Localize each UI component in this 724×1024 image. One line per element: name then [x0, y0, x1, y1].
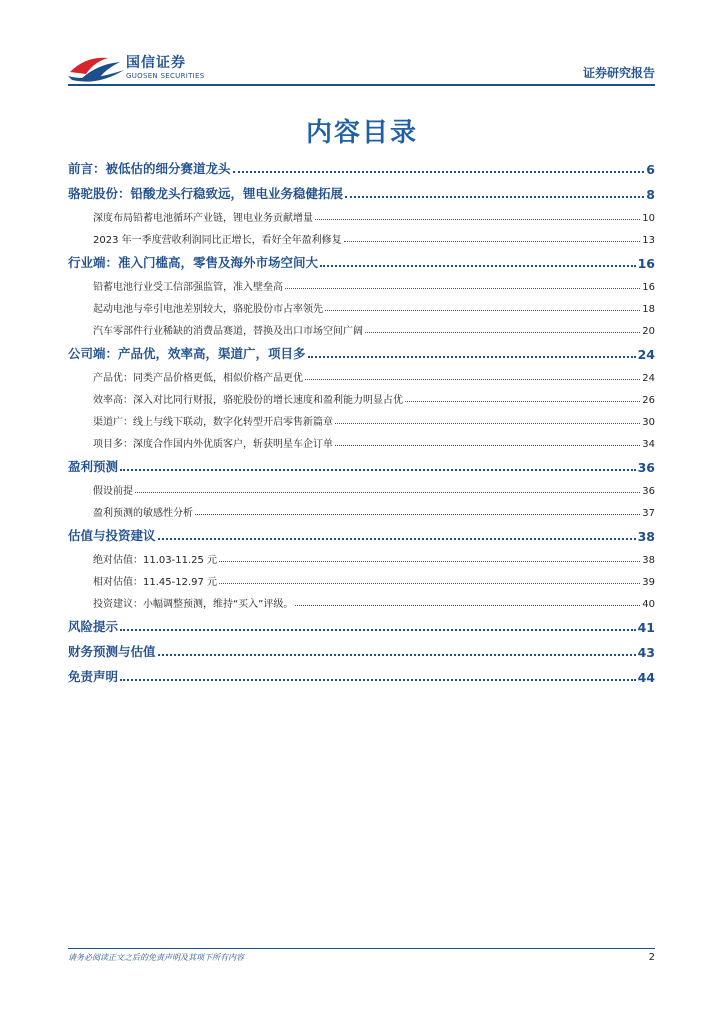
guosen-logo-icon: [68, 52, 126, 84]
toc-subsection-entry[interactable]: [68, 475, 655, 497]
toc-dot-leader: [120, 629, 636, 631]
toc-dot-leader: [219, 561, 640, 562]
toc-section-entry[interactable]: [68, 660, 655, 685]
toc-entry-page: 20: [642, 326, 655, 337]
toc-entry-page: 16: [642, 282, 655, 293]
logo-text-cn: 国信证券: [126, 55, 186, 71]
toc-dot-leader: [405, 401, 640, 402]
toc-entry-title: 深度布局铅蓄电池循环产业链，锂电业务贡献增量: [93, 213, 313, 224]
toc-entry-title: 行业端：准入门槛高，零售及海外市场空间大: [68, 255, 319, 270]
guosen-logo: [68, 50, 268, 84]
toc-entry-title: 假设前提: [93, 486, 133, 497]
toc-entry-title: 起动电池与牵引电池差别较大，骆驼股份市占率领先: [93, 304, 323, 315]
toc-entry-title: 相对估值：11.45-12.97 元: [93, 577, 218, 588]
toc-dot-leader: [344, 241, 641, 242]
toc-subsection-entry[interactable]: [68, 224, 655, 246]
toc-entry-page: 34: [642, 439, 655, 450]
toc-entry-title: 免责声明: [68, 669, 119, 684]
toc-section-entry[interactable]: [68, 450, 655, 475]
toc-dot-leader: [365, 332, 640, 333]
toc-section-entry[interactable]: [68, 610, 655, 635]
toc-section-entry[interactable]: [68, 246, 655, 271]
toc-dot-leader: [233, 171, 645, 173]
toc-dot-leader: [285, 288, 640, 289]
toc-dot-leader: [315, 219, 640, 220]
toc-entry-page: 36: [642, 486, 655, 497]
toc-entry-page: 10: [642, 213, 655, 224]
toc-dot-leader: [219, 583, 640, 584]
toc-entry-page: 26: [642, 395, 655, 406]
toc-entry-title: 汽车零部件行业稀缺的消费品赛道，替换及出口市场空间广阔: [93, 326, 363, 337]
toc-entry-title: 盈利预测: [68, 459, 119, 474]
toc-entry-page: 24: [642, 373, 655, 384]
toc-entry-title: 铅蓄电池行业受工信部强监管，准入壁垒高: [93, 282, 283, 293]
page-number: 2: [648, 952, 655, 963]
toc-subsection-entry[interactable]: [68, 384, 655, 406]
toc-section-entry[interactable]: [68, 337, 655, 362]
toc-dot-leader: [195, 514, 640, 515]
header-divider: [68, 84, 655, 86]
table-of-contents: [68, 152, 655, 685]
toc-entry-page: 24: [637, 347, 655, 362]
toc-entry-title: 渠道广：线上与线下联动，数字化转型开启零售新篇章: [93, 417, 333, 428]
toc-section-entry[interactable]: [68, 635, 655, 660]
toc-dot-leader: [305, 379, 640, 380]
toc-entry-title: 财务预测与估值: [68, 644, 156, 659]
toc-entry-page: 16: [637, 256, 655, 271]
toc-entry-page: 39: [642, 577, 655, 588]
toc-subsection-entry[interactable]: [68, 544, 655, 566]
toc-entry-page: 8: [646, 187, 655, 202]
toc-subsection-entry[interactable]: [68, 497, 655, 519]
toc-entry-page: 18: [642, 304, 655, 315]
toc-entry-page: 13: [642, 235, 655, 246]
toc-entry-page: 30: [642, 417, 655, 428]
toc-subsection-entry[interactable]: [68, 588, 655, 610]
toc-subsection-entry[interactable]: [68, 566, 655, 588]
toc-entry-title: 公司端：产品优，效率高，渠道广，项目多: [68, 346, 306, 361]
toc-dot-leader: [325, 310, 640, 311]
toc-entry-title: 项目多：深度合作国内外优质客户，斩获明星车企订单: [93, 439, 333, 450]
toc-subsection-entry[interactable]: [68, 271, 655, 293]
toc-dot-leader: [120, 679, 636, 681]
toc-subsection-entry[interactable]: [68, 202, 655, 224]
toc-entry-title: 投资建议：小幅调整预测，维持“买入”评级。: [93, 599, 294, 610]
toc-entry-page: 37: [642, 508, 655, 519]
toc-dot-leader: [345, 196, 644, 198]
toc-entry-page: 44: [637, 670, 655, 685]
toc-entry-title: 产品优：同类产品价格更低，相似价格产品更优: [93, 373, 303, 384]
toc-entry-page: 6: [646, 162, 655, 177]
toc-section-entry[interactable]: [68, 177, 655, 202]
toc-dot-leader: [308, 356, 636, 358]
toc-entry-page: 41: [637, 620, 655, 635]
disclaimer-note: 请务必阅读正文之后的免责声明及其项下所有内容: [68, 953, 244, 962]
toc-dot-leader: [335, 445, 640, 446]
toc-subsection-entry[interactable]: [68, 406, 655, 428]
toc-entry-title: 绝对估值：11.03-11.25 元: [93, 555, 218, 566]
footer-divider: [68, 948, 655, 949]
toc-entry-title: 2023 年一季度营收利润同比正增长，看好全年盈利修复: [93, 235, 342, 246]
toc-entry-page: 38: [642, 555, 655, 566]
toc-dot-leader: [158, 538, 636, 540]
toc-subsection-entry[interactable]: [68, 362, 655, 384]
toc-section-entry[interactable]: [68, 519, 655, 544]
report-type-label: 证券研究报告: [582, 66, 655, 80]
toc-dot-leader: [135, 492, 640, 493]
toc-entry-title: 估值与投资建议: [68, 528, 156, 543]
toc-entry-page: 38: [637, 529, 655, 544]
toc-entry-title: 效率高：深入对比同行财报，骆驼股份的增长速度和盈利能力明显占优: [93, 395, 403, 406]
toc-subsection-entry[interactable]: [68, 428, 655, 450]
logo-text-en: GUOSEN SECURITIES: [126, 72, 205, 80]
toc-entry-title: 骆驼股份：铅酸龙头行稳致远，锂电业务稳健拓展: [68, 186, 344, 201]
toc-entry-page: 40: [642, 599, 655, 610]
toc-subsection-entry[interactable]: [68, 315, 655, 337]
toc-title: 内容目录: [305, 118, 418, 148]
toc-entry-page: 43: [637, 645, 655, 660]
toc-dot-leader: [295, 605, 640, 606]
toc-dot-leader: [120, 469, 636, 471]
toc-section-entry[interactable]: [68, 152, 655, 177]
toc-entry-title: 风险提示: [68, 619, 119, 634]
toc-dot-leader: [158, 654, 636, 656]
toc-dot-leader: [320, 265, 636, 267]
toc-entry-title: 前言：被低估的细分赛道龙头: [68, 161, 231, 176]
toc-entry-page: 36: [637, 460, 655, 475]
toc-dot-leader: [335, 423, 640, 424]
toc-subsection-entry[interactable]: [68, 293, 655, 315]
toc-entry-title: 盈利预测的敏感性分析: [93, 508, 193, 519]
